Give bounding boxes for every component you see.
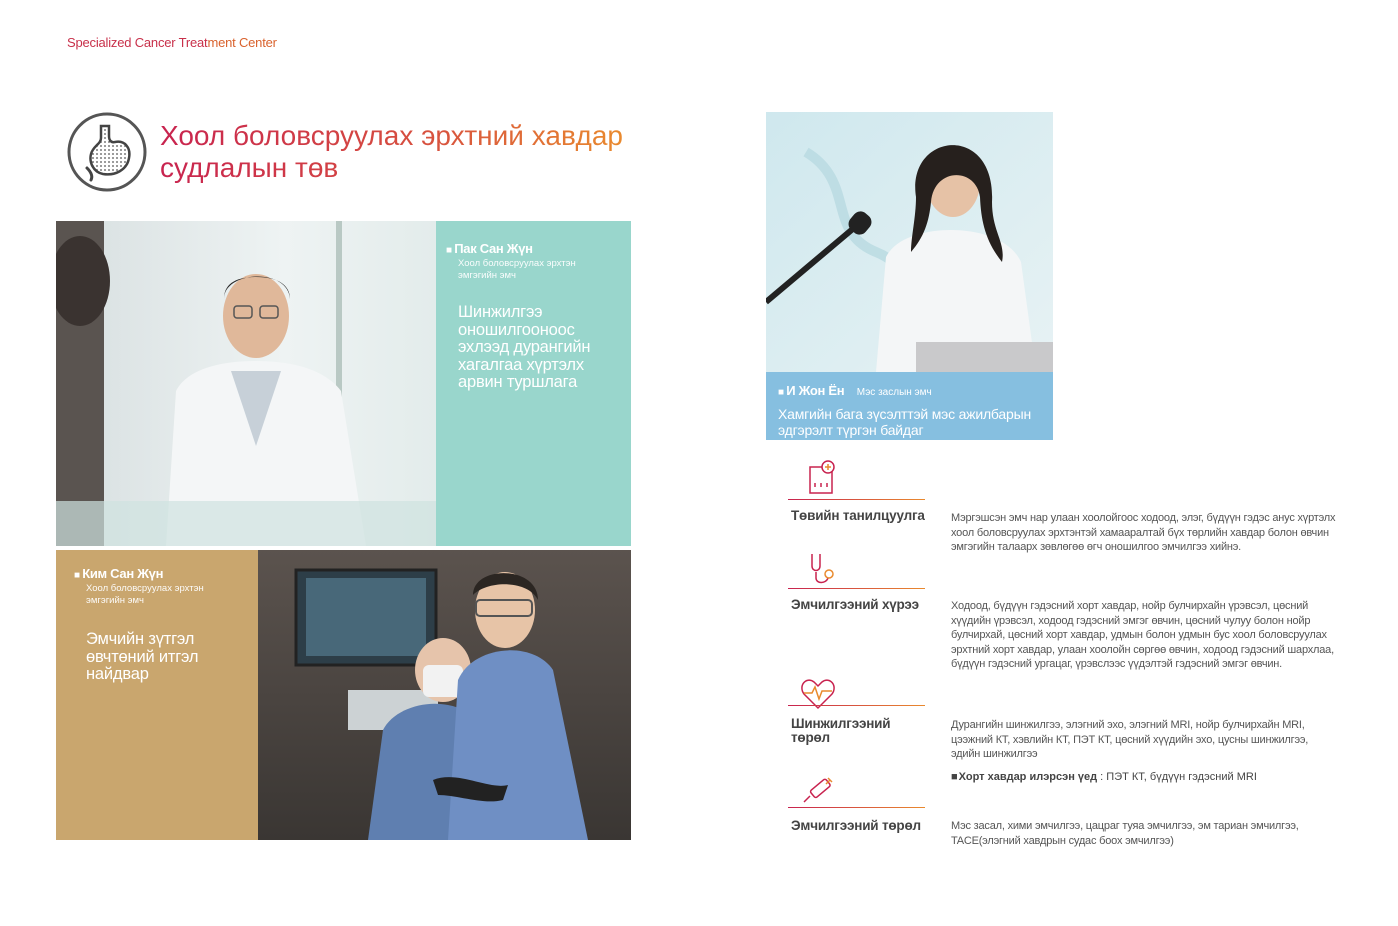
section-body: Мэс засал, хими эмчилгээ, цацраг туяа эмчилгээ, эм тариан эмчилгээ, TACE(элэгний хавдрын судас боох эмчилгээ) <box>951 820 1299 847</box>
note-text: : ПЭТ КТ, бүдүүн гэдэсний MRI <box>1097 771 1257 783</box>
section-title: Шинжилгээний төрөл <box>791 716 891 745</box>
stomach-icon <box>67 112 147 192</box>
section-title: Эмчилгээний хүрээ <box>791 597 919 612</box>
doctor-quote: Шинжилгээ оношилгооноос эхлээд дурангийн хагалгаа хүртэлх арвин туршлага <box>458 303 591 391</box>
doctor-role: Хоол боловсруулах эрхтэн эмгэгийн эмч <box>86 583 204 606</box>
doctor-role: Мэс заслын эмч <box>856 387 932 398</box>
doctor-name: ■ Ким Сан Жүн <box>74 566 248 581</box>
doctor-role: Хоол боловсруулах эрхтэн эмгэгийн эмч <box>458 258 576 281</box>
title-line-1: Хоол боловсруулах эрхтний хавдар <box>160 120 623 151</box>
section-treatment-scope <box>788 550 1348 690</box>
doctor-photo-3 <box>766 112 1053 372</box>
doctor-photo-1 <box>56 221 436 546</box>
page-title <box>160 120 623 184</box>
syringe-icon <box>798 772 838 812</box>
section-rule <box>788 588 925 589</box>
section-body: Дурангийн шинжилгээ, элэгний эхо, элэгний MRI, нойр булчирхайн MRI, цээжний КТ, хэвлийн КТ, ПЭТ КТ, цөсний хүүдийн эхо, цусны шинжилгээ, эдийн шинжилгээ <box>951 719 1309 761</box>
header-label: Specialized Cancer Treatment Center <box>67 35 277 50</box>
doctor-name: ■ Пак Сан Жүн <box>446 241 621 256</box>
section-rule <box>788 807 925 808</box>
doctor-quote: Эмчийн зүтгэл өвчтөний итгэл найдвар <box>86 630 199 683</box>
doctor-quote: Хамгийн бага зүсэлттэй мэс ажилбарын эдгэрэлт түргэн байдаг <box>778 406 1031 438</box>
doctor-panel-3 <box>766 112 1053 440</box>
stethoscope-icon <box>798 550 838 590</box>
doctor-name: ■ И Жон Ён <box>778 383 844 398</box>
doctor-card-2 <box>56 550 258 840</box>
doctor-card-1 <box>436 221 631 546</box>
section-body: Ходоод, бүдүүн гэдэсний хорт хавдар, нойр булчирхайн үрэвсэл, цөсний хүүдийн үрэвсэл, ходоод гэдэсний эмгэг өвчин, цөсний чулуу болон нойр булчирхай, цөсний хорт хавдар, удмын болон удмын бус хоол боловсруулах эрхтний хорт хавдар, улаан хоолойн сөргөө өвчин, ходоод гэдэсний шархлаа, бүдүүн гэдэсний ургацаг, үрэвслээс үүдэлтэй гэдэсний эмгэг өвчин. <box>951 600 1334 671</box>
doctor-panel-1 <box>56 221 631 546</box>
section-rule <box>788 705 925 706</box>
hospital-icon <box>798 457 838 497</box>
note-bold: ■ Хорт хавдар илэрсэн үед <box>951 771 1097 783</box>
doctor-photo-2 <box>258 550 631 840</box>
heartbeat-icon <box>798 674 838 714</box>
section-title: Төвийн танилцуулга <box>791 508 925 523</box>
title-line-2: судлалын төв <box>160 152 339 183</box>
section-treatment-types <box>788 772 1348 862</box>
section-title: Эмчилгээний төрөл <box>791 818 921 833</box>
doctor-card-3 <box>766 372 1053 440</box>
section-body: Мэргэшсэн эмч нар улаан хоолойгоос ходоод, элэг, бүдүүн гэдэс анус хүртэлх хоол боловсруулах эрхтэнтэй хамааралтай бүх төрлийн хавдар болон өвчин эмгэгийн талаарх зөвлөгөө өгч оношилгоо эмчилгээ хийнэ. <box>951 512 1336 554</box>
doctor-panel-2 <box>56 550 631 840</box>
section-rule <box>788 499 925 500</box>
